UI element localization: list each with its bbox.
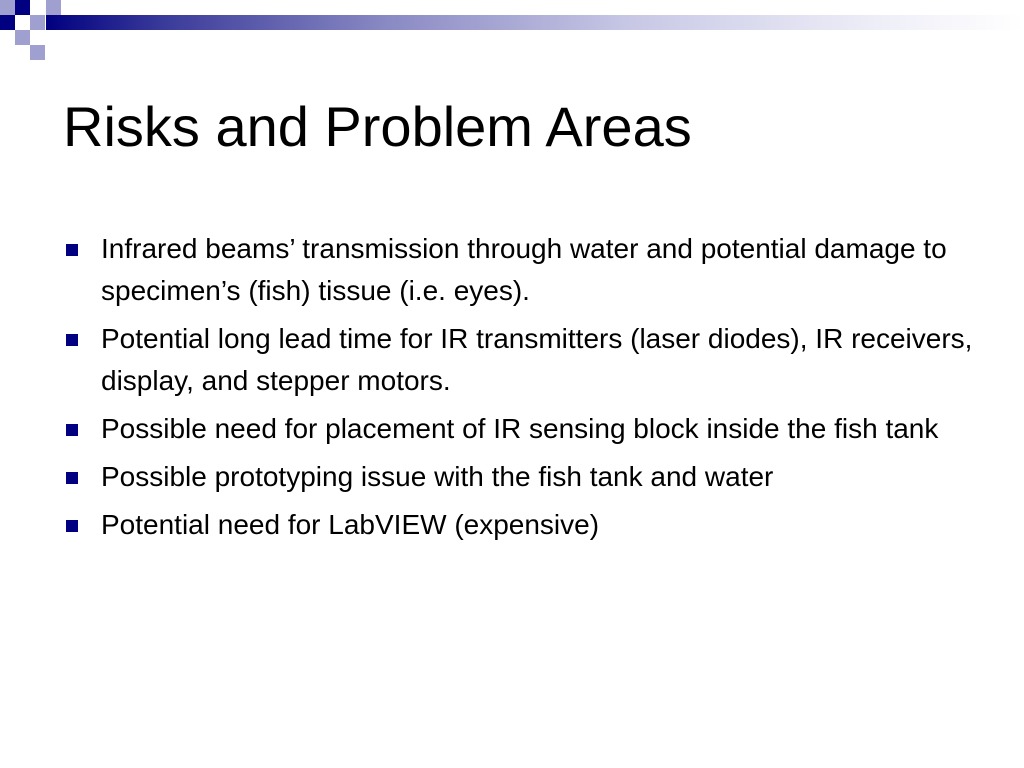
decoration-square bbox=[30, 45, 45, 60]
list-item bbox=[63, 318, 983, 402]
list-item bbox=[63, 504, 983, 546]
bullet-text: Potential long lead time for IR transmitters (laser diodes), IR receivers, display, and stepper motors. bbox=[101, 323, 973, 396]
square-bullet-icon bbox=[66, 424, 78, 436]
slide-title: Risks and Problem Areas bbox=[63, 95, 692, 158]
decoration-square bbox=[15, 30, 30, 45]
list-item bbox=[63, 228, 983, 312]
decoration-square bbox=[30, 15, 45, 30]
square-bullet-icon bbox=[66, 472, 78, 484]
decoration-square bbox=[46, 0, 61, 15]
bullet-list bbox=[63, 228, 983, 552]
decoration-square bbox=[0, 0, 15, 15]
decoration-square bbox=[15, 0, 30, 15]
square-bullet-icon bbox=[66, 520, 78, 532]
bullet-text: Infrared beams’ transmission through water and potential damage to specimen’s (fish) tissue (i.e. eyes). bbox=[101, 233, 947, 306]
square-bullet-icon bbox=[66, 334, 78, 346]
list-item bbox=[63, 456, 983, 498]
square-bullet-icon bbox=[66, 244, 78, 256]
bullet-text: Potential need for LabVIEW (expensive) bbox=[101, 509, 600, 540]
list-item bbox=[63, 408, 983, 450]
bullet-text: Possible need for placement of IR sensing block inside the fish tank bbox=[101, 413, 939, 444]
header-gradient-bar bbox=[46, 15, 1024, 30]
decoration-square bbox=[0, 15, 15, 30]
bullet-text: Possible prototyping issue with the fish tank and water bbox=[101, 461, 774, 492]
